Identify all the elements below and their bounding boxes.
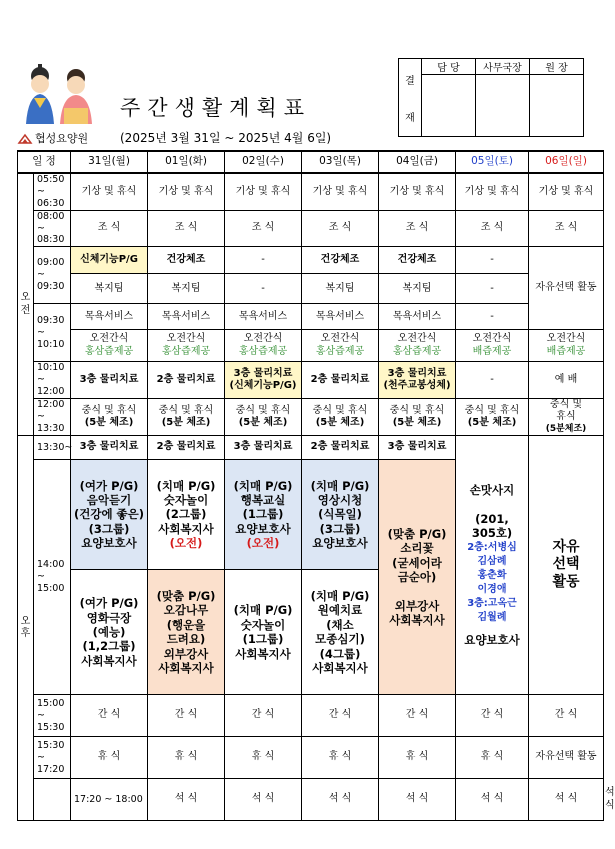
time-cell: 14:00 ~ 15:00 — [34, 460, 71, 695]
cell: 중식 및 휴식 (5분 체조) — [379, 398, 456, 435]
cell: 조 식 — [529, 210, 604, 247]
cell: 오전간식 홍삼즙제공 — [379, 330, 456, 362]
cell: 간 식 — [71, 695, 148, 737]
section-am: 오전 — [18, 173, 34, 436]
cell: 간 식 — [456, 695, 529, 737]
cell: 자유선택 활동 — [529, 737, 604, 779]
approval-sign-director — [530, 75, 584, 137]
org-name: 협성요양원 — [35, 132, 89, 145]
day-header-thu: 03일(목) — [302, 151, 379, 173]
table-row — [18, 398, 604, 435]
cell: 복지팀 — [71, 274, 148, 304]
cell: 기상 및 휴식 — [456, 173, 529, 210]
cell: - — [456, 304, 529, 330]
cell: 간 식 — [529, 695, 604, 737]
cell: 석 식 — [302, 779, 379, 821]
day-header-sat: 05일(토) — [456, 151, 529, 173]
cell-free-activity-pm: 자유 선택 활동 — [529, 436, 604, 695]
cell-program: (여가 P/G) 음악듣기 (건강에 좋은) (3그룹) 요양보호사 — [71, 460, 148, 570]
time-cell: 10:10 ~ 12:00 — [34, 362, 71, 399]
cell: 간 식 — [379, 695, 456, 737]
cell: 기상 및 휴식 — [71, 173, 148, 210]
cell-program: (치매 P/G) 숫자놀이 (2그룹) 사회복지사 (오전) — [148, 460, 225, 570]
cell-program: (치매 P/G) 숫자놀이 (1그룹) 사회복지사 — [225, 570, 302, 695]
cell-program: (치매 P/G) 영상시청 (식목일) (3그룹) 요양보호사 — [302, 460, 379, 570]
cell: 기상 및 휴식 — [379, 173, 456, 210]
cell: 목욕서비스 — [71, 304, 148, 330]
cell: 2층 물리치료 — [302, 436, 379, 460]
cell: 오전간식 홍삼즙제공 — [302, 330, 379, 362]
cell: 기상 및 휴식 — [529, 173, 604, 210]
cell: 2층 물리치료 — [302, 362, 379, 399]
time-cell: 12:00 ~ 13:30 — [34, 398, 71, 435]
cell: 석 식 — [456, 779, 529, 821]
cell: 2층 물리치료 — [148, 436, 225, 460]
cell: 중식 및 휴식 (5분 체조) — [302, 398, 379, 435]
cell: 중식 및 휴식 (5분 체조) — [71, 398, 148, 435]
cell: 휴 식 — [379, 737, 456, 779]
table-row — [18, 330, 604, 362]
cell: 오전간식 홍삼즙제공 — [225, 330, 302, 362]
table-row — [18, 210, 604, 247]
approval-col-director: 원 장 — [530, 59, 584, 75]
time-cell: 17:20 ~ 18:00 — [71, 779, 148, 821]
day-header-label: 일 정 — [18, 151, 71, 173]
cell: 휴 식 — [456, 737, 529, 779]
cell: 오전간식 배즙제공 — [456, 330, 529, 362]
cell: - — [225, 247, 302, 274]
cell: 예 배 — [529, 362, 604, 399]
cell: 건강체조 — [302, 247, 379, 274]
day-header-wed: 02일(수) — [225, 151, 302, 173]
approval-label: 결 재 — [399, 59, 422, 137]
cell: - — [456, 362, 529, 399]
cell: 석 식 — [529, 779, 604, 821]
cell: 건강체조 — [379, 247, 456, 274]
approval-col-manager: 사무국장 — [476, 59, 530, 75]
approval-sign-staff — [422, 75, 476, 137]
time-cell: 09:30 ~ 10:10 — [34, 304, 71, 362]
cell: 목욕서비스 — [225, 304, 302, 330]
approval-col-staff: 담 당 — [422, 59, 476, 75]
cell: - — [456, 274, 529, 304]
day-header-tue: 01일(화) — [148, 151, 225, 173]
cell: 간 식 — [148, 695, 225, 737]
grandparents-logo — [18, 62, 98, 128]
schedule-period: (2025년 3월 31일 ~ 2025년 4월 6일) — [120, 131, 332, 145]
table-row — [18, 173, 604, 210]
cell: 기상 및 휴식 — [148, 173, 225, 210]
cell-program: (맞춤 P/G) 소리꽃 (굳세어라 금순아) 외부강사 사회복지사 — [379, 460, 456, 695]
cell: 3층 물리치료 — [379, 436, 456, 460]
cell: - — [225, 274, 302, 304]
cell: 복지팀 — [148, 274, 225, 304]
cell: 3층 물리치료 — [71, 436, 148, 460]
table-row — [18, 247, 604, 274]
cell: 석 식 — [148, 779, 225, 821]
cell: 휴 식 — [225, 737, 302, 779]
cell: 3층 물리치료 — [225, 436, 302, 460]
cell: - — [456, 247, 529, 274]
time-cell: 13:30~ — [34, 436, 71, 460]
cell: 3층 물리치료 (신체기능P/G) — [225, 362, 302, 399]
cell: 조 식 — [379, 210, 456, 247]
table-row — [18, 737, 604, 779]
cell-hand-massage: 손맛사지 (201, 305호) 2층:서병심 김삼례 홍춘화 이경애 3층:고옥근 김월례 요양보호사 — [456, 436, 529, 695]
time-cell: 15:00 ~ 15:30 — [34, 695, 71, 737]
cell: 간 식 — [225, 695, 302, 737]
cell: 조 식 — [456, 210, 529, 247]
cell: 목욕서비스 — [302, 304, 379, 330]
cell: 3층 물리치료 (천주교봉성체) — [379, 362, 456, 399]
cell: 신체기능P/G — [71, 247, 148, 274]
cell: 오전간식 홍삼즙제공 — [71, 330, 148, 362]
day-header-sun: 06일(일) — [529, 151, 604, 173]
time-cell: 05:50 ~ 06:30 — [34, 173, 71, 210]
cell: 2층 물리치료 — [148, 362, 225, 399]
approval-box — [398, 58, 584, 137]
cell: 중식 및 휴식 (5분 체조) — [225, 398, 302, 435]
org-logo-icon — [18, 133, 32, 144]
cell-free-activity: 자유선택 활동 — [529, 247, 604, 330]
cell: 기상 및 휴식 — [225, 173, 302, 210]
cell: 중식 및 휴식 (5분 체조) — [148, 398, 225, 435]
cell: 기상 및 휴식 — [302, 173, 379, 210]
cell: 목욕서비스 — [148, 304, 225, 330]
cell: 복지팀 — [379, 274, 456, 304]
time-cell: 15:30 ~ 17:20 — [34, 737, 71, 779]
cell: 3층 물리치료 — [71, 362, 148, 399]
cell: 조 식 — [302, 210, 379, 247]
cell: 석 식 — [379, 779, 456, 821]
approval-sign-manager — [476, 75, 530, 137]
cell: 오전간식 배즙제공 — [529, 330, 604, 362]
section-pm-tail — [34, 779, 71, 821]
cell: 중식 및 휴식 (5분 체조) — [456, 398, 529, 435]
cell: 간 식 — [302, 695, 379, 737]
header-row — [18, 151, 604, 173]
time-cell: 08:00 ~ 08:30 — [34, 210, 71, 247]
cell: 조 식 — [225, 210, 302, 247]
section-pm: 오후 — [18, 436, 34, 821]
table-row — [18, 362, 604, 399]
page-title: 주간생활계획표 — [120, 96, 312, 120]
time-cell: 09:00 ~ 09:30 — [34, 247, 71, 304]
cell-program: (치매 P/G) 원예치료 (채소 모종심기) (4그룹) 사회복지사 — [302, 570, 379, 695]
cell-program: (여가 P/G) 영화극장 (예능) (1,2그룹) 사회복지사 — [71, 570, 148, 695]
cell: 휴 식 — [148, 737, 225, 779]
day-header-mon: 31일(월) — [71, 151, 148, 173]
cell: 오전간식 홍삼즙제공 — [148, 330, 225, 362]
cell: 휴 식 — [71, 737, 148, 779]
cell: 목욕서비스 — [379, 304, 456, 330]
weekly-schedule-table — [17, 150, 615, 821]
cell: 복지팀 — [302, 274, 379, 304]
cell-program: (맞춤 P/G) 오감나무 (행운을 드려요) 외부강사 사회복지사 — [148, 570, 225, 695]
cell: 중식 및 휴식 (5분체조) — [529, 398, 604, 435]
cell-program: (치매 P/G) 행복교실 (1그룹) 요양보호사 (오전) — [225, 460, 302, 570]
table-row — [18, 436, 604, 460]
table-row — [18, 695, 604, 737]
cell: 석 식 — [225, 779, 302, 821]
day-header-fri: 04일(금) — [379, 151, 456, 173]
table-row — [18, 274, 604, 304]
cell: 조 식 — [71, 210, 148, 247]
cell: 건강체조 — [148, 247, 225, 274]
cell: 휴 식 — [302, 737, 379, 779]
table-row: 17:20 ~ 18:00 석 식 석 식 석 식 석 식 석 식 석 식 석 식 — [18, 779, 604, 821]
org-name-block — [18, 130, 88, 146]
cell: 조 식 — [148, 210, 225, 247]
table-row — [18, 304, 604, 330]
